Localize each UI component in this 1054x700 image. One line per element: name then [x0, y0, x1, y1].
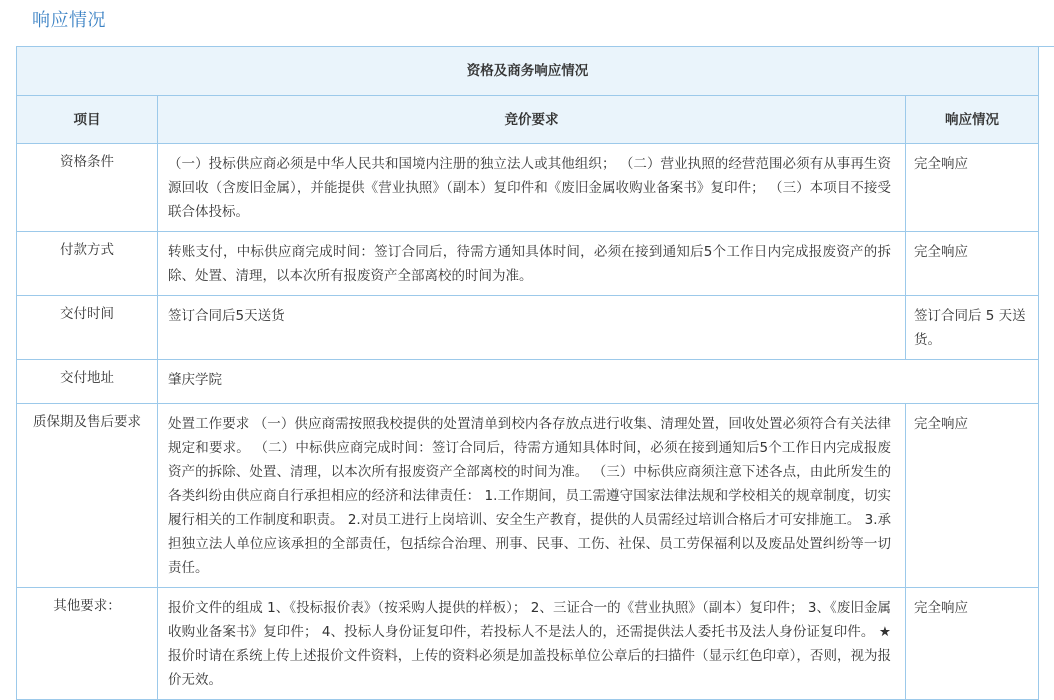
- row-requirement: 报价文件的组成 1、《投标报价表》（按采购人提供的样板）； 2、三证合一的《营业执照》（副本）复印件； 3、《废旧金属收购业备案书》复印件； 4、投标人身份证复印件，若投标人不是法人的，还需提供法人委托书及法人身份证复印件。 ★报价时请在系统上传上述报价文件资料，上传的资料必须是加盖投标单位公章后的扫描件（显示红色印章），否则，视为报价无效。: [158, 588, 906, 700]
- row-requirement: （一）投标供应商必须是中华人民共和国境内注册的独立法人或其他组织； （二）营业执照的经营范围必须有从事再生资源回收（含废旧金属），并能提供《营业执照》（副本）复印件和《废旧金属收购业备案书》复印件； （三）本项目不接受联合体投标。: [158, 144, 906, 232]
- table-row: [17, 404, 1039, 588]
- page-title: 响应情况: [32, 10, 106, 31]
- row-item: 付款方式: [17, 232, 158, 296]
- row-item: 资格条件: [17, 144, 158, 232]
- header-item: 项目: [17, 96, 158, 144]
- table-row: [17, 144, 1039, 232]
- row-requirement: 转账支付，中标供应商完成时间：签订合同后，待需方通知具体时间，必须在接到通知后5个工作日内完成报废资产的拆除、处置、清理，以本次所有报废资产全部离校的时间为准。: [158, 232, 906, 296]
- row-item: 质保期及售后要求: [17, 404, 158, 588]
- header-requirement: 竞价要求: [158, 96, 906, 144]
- table-caption: 资格及商务响应情况: [17, 47, 1039, 96]
- row-item: 交付时间: [17, 296, 158, 360]
- header-response: 响应情况: [906, 96, 1039, 144]
- table-row: [17, 360, 1039, 404]
- row-response: 签订合同后 5 天送货。: [906, 296, 1039, 360]
- row-response: 完全响应: [906, 232, 1039, 296]
- row-response: 完全响应: [906, 404, 1039, 588]
- row-item: 交付地址: [17, 360, 158, 404]
- row-requirement: 处置工作要求 （一）供应商需按照我校提供的处置清单到校内各存放点进行收集、清理处置，回收处置必须符合有关法律规定和要求。 （二）中标供应商完成时间：签订合同后，待需方通知具体时间，必须在接到通知后5个工作日内完成报废资产的拆除、处置、清理，以本次所有报废资产全部离校的时间为准。 （三）中标供应商须注意下述各点，由此所发生的各类纠纷由供应商自行承担相应的经济和法律责任： 1.工作期间，员工需遵守国家法律法规和学校相关的规章制度，切实履行相关的工作制度和职责。 2.对员工进行上岗培训、安全生产教育，提供的人员需经过培训合格后才可安排施工。 3.承担独立法人单位应该承担的全部责任，包括综合治理、刑事、民事、工伤、社保、员工劳保福利以及废品处置纠纷等一切责任。: [158, 404, 906, 588]
- table-row: [17, 232, 1039, 296]
- row-response: 完全响应: [906, 588, 1039, 700]
- qualification-response-table: [16, 46, 1039, 700]
- table-row: [17, 588, 1039, 700]
- row-item: 其他要求：: [17, 588, 158, 700]
- row-requirement: 签订合同后5天送货: [158, 296, 906, 360]
- row-response: 完全响应: [906, 144, 1039, 232]
- table-row: [17, 296, 1039, 360]
- row-requirement: 肇庆学院: [158, 360, 1039, 404]
